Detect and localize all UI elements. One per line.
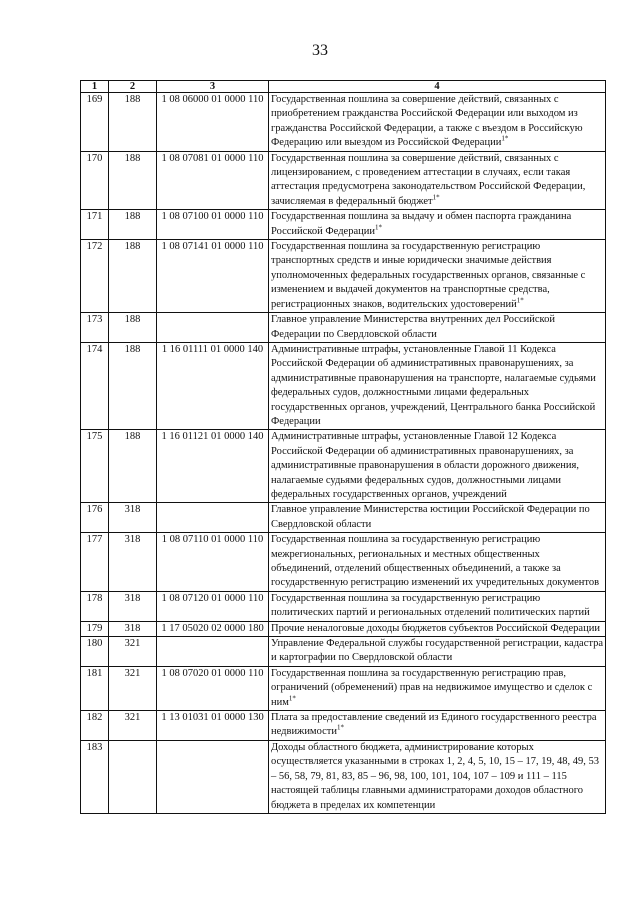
revenue-name-cell — [269, 666, 606, 710]
admin-code-cell-text: 318 — [124, 504, 141, 516]
table-row — [81, 430, 606, 503]
revenue-code-cell-text: 1 16 01121 01 0000 140 — [161, 431, 264, 443]
revenue-name-cell-text: Государственная пошлина за совершение действий, связанных с приобретением гражданства Российской Федерации или выходом из гражданства Российской Федерации, а также с въездом в Российскую Федерацию или выездом из Российской Федерации — [271, 94, 583, 149]
revenue-code-cell-text: 1 13 01031 01 0000 130 — [161, 712, 264, 724]
row-number-cell-text: 170 — [86, 152, 103, 164]
revenue-name-cell — [269, 637, 606, 667]
revenue-name-cell — [269, 503, 606, 533]
revenue-code-cell-text: 1 08 06000 01 0000 110 — [161, 94, 264, 105]
footnote-marker: 1* — [374, 223, 382, 232]
row-number-cell-text: 172 — [86, 241, 103, 253]
row-number-cell — [81, 637, 109, 667]
footnote-marker: 1* — [432, 193, 440, 202]
row-number-cell-text: 179 — [86, 622, 103, 634]
table-row — [81, 666, 606, 710]
revenue-name-cell — [269, 313, 606, 343]
revenue-name-cell-text: Управление Федеральной службы государственной регистрации, кадастра и картографии по Свердловской области — [271, 638, 603, 664]
col-header-1: 1 — [81, 81, 109, 93]
table-row — [81, 591, 606, 621]
revenue-code-cell — [157, 313, 269, 343]
revenue-name-cell-text: Административные штрафы, установленные Главой 11 Кодекса Российской Федерации об административных правонарушениях, за административные правонарушения на транспорте, налагаемые судьями федеральных судов, должностными лицами федеральных государственных органов, учреждений, Центрального банка Российской Федерации — [271, 343, 596, 427]
revenue-code-cell — [157, 621, 269, 636]
col-header-3: 3 — [157, 81, 269, 93]
admin-code-cell — [109, 210, 157, 240]
revenue-code-cell — [157, 342, 269, 429]
revenue-code-cell-text: 1 08 07081 01 0000 110 — [161, 152, 264, 164]
revenue-name-cell-text: Административные штрафы, установленные Главой 12 Кодекса Российской Федерации об административных правонарушениях, за административные правонарушения в области дорожного движения, налагаемые судьями федеральных судов, должностными лицами федеральных государственных органов, учреждений — [271, 431, 579, 500]
row-number-cell-text: 177 — [86, 534, 103, 546]
revenue-name-cell-text: Главное управление Министерства юстиции Российской Федерации по Свердловской области — [271, 504, 590, 530]
table-row — [81, 210, 606, 240]
admin-code-cell — [109, 151, 157, 210]
row-number-cell-text: 171 — [86, 211, 103, 223]
row-number-cell — [81, 93, 109, 152]
revenue-code-cell — [157, 240, 269, 313]
revenue-name-cell-text: Государственная пошлина за совершение действий, связанных с лицензированием, с проведением аттестации в случаях, если такая аттестация предусмотрена законодательством Российской Федерации, зачисляемая в федеральный бюджет — [271, 152, 586, 207]
revenue-name-cell — [269, 591, 606, 621]
admin-code-cell-text: 321 — [124, 638, 141, 650]
table-row — [81, 151, 606, 210]
admin-code-cell — [109, 430, 157, 503]
row-number-cell — [81, 666, 109, 710]
row-number-cell — [81, 430, 109, 503]
row-number-cell — [81, 240, 109, 313]
admin-code-cell-text: 318 — [124, 534, 141, 546]
row-number-cell-text: 182 — [86, 712, 103, 724]
row-number-cell-text: 178 — [86, 592, 103, 604]
footnote-marker: 1* — [516, 296, 524, 305]
revenue-code-cell — [157, 533, 269, 592]
revenue-name-cell — [269, 210, 606, 240]
footnote-marker: 1* — [336, 723, 344, 732]
revenue-name-cell — [269, 342, 606, 429]
row-number-cell — [81, 591, 109, 621]
admin-code-cell-text: 321 — [124, 712, 141, 724]
revenue-name-cell — [269, 240, 606, 313]
row-number-cell — [81, 210, 109, 240]
revenue-name-cell — [269, 711, 606, 741]
admin-code-cell-text: 321 — [124, 667, 141, 679]
revenue-code-cell-text: 1 08 07141 01 0000 110 — [161, 241, 264, 253]
revenue-name-cell-text: Государственная пошлина за выдачу и обмен паспорта гражданина Российской Федерации — [271, 211, 572, 237]
admin-code-cell — [109, 621, 157, 636]
table-row — [81, 342, 606, 429]
revenue-name-cell-text: Государственная пошлина за государственную регистрацию межрегиональных, региональных и местных общественных объединений, отделений общественных объединений, а также за государственную регистрацию изменений их учредительных документов — [271, 534, 600, 589]
revenue-code-cell-text: 1 08 07110 01 0000 110 — [161, 534, 264, 546]
col-header-4: 4 — [269, 81, 606, 93]
admin-code-cell-text: 318 — [124, 622, 141, 634]
revenue-name-cell — [269, 430, 606, 503]
row-number-cell-text: 183 — [86, 741, 103, 753]
table-row — [81, 240, 606, 313]
admin-code-cell — [109, 591, 157, 621]
revenue-code-cell — [157, 151, 269, 210]
admin-code-cell-text: 318 — [124, 592, 141, 604]
table-body — [81, 93, 606, 814]
revenue-code-cell-text: 1 08 07020 01 0000 110 — [161, 667, 264, 679]
footnote-marker: 1* — [288, 694, 296, 703]
admin-code-cell — [109, 240, 157, 313]
revenue-code-cell — [157, 740, 269, 813]
table-row — [81, 93, 606, 152]
row-number-cell-text: 176 — [86, 504, 103, 516]
table-row — [81, 313, 606, 343]
row-number-cell — [81, 621, 109, 636]
admin-code-cell-text: 188 — [124, 211, 141, 223]
admin-code-cell — [109, 740, 157, 813]
admin-code-cell — [109, 711, 157, 741]
revenue-name-cell — [269, 621, 606, 636]
revenue-code-cell-text: 1 16 01111 01 0000 140 — [161, 343, 264, 355]
row-number-cell-text: 175 — [86, 431, 103, 443]
footnote-marker: 1* — [501, 134, 509, 143]
row-number-cell-text: 180 — [86, 638, 103, 650]
revenue-name-cell-text: Главное управление Министерства внутренних дел Российской Федерации по Свердловской области — [271, 314, 555, 340]
table-row — [81, 637, 606, 667]
table-row — [81, 621, 606, 636]
col-header-2: 2 — [109, 81, 157, 93]
row-number-cell-text: 181 — [86, 667, 103, 679]
revenue-administrators-table — [80, 80, 606, 814]
admin-code-cell-text: 188 — [124, 241, 141, 253]
table-header-row — [81, 81, 606, 93]
admin-code-cell-text: 188 — [124, 343, 141, 355]
revenue-code-cell-text: 1 17 05020 02 0000 180 — [161, 622, 264, 634]
table-row — [81, 711, 606, 741]
revenue-code-cell — [157, 210, 269, 240]
admin-code-cell — [109, 342, 157, 429]
admin-code-cell-text: 188 — [124, 431, 141, 443]
row-number-cell — [81, 740, 109, 813]
revenue-code-cell — [157, 711, 269, 741]
admin-code-cell — [109, 666, 157, 710]
revenue-name-cell-text: Доходы областного бюджета, администрирование которых осуществляется указанными в строках 1, 2, 4, 5, 10, 15 – 17, 19, 48, 49, 53 – 56, 58, 79, 81, 83, 85 – 96, 98, 100, 101, 104, 107 – 109 и 111 – 115 настоящей таблицы главными администраторами доходов областного бюджета в пределах их компетенции — [271, 741, 599, 811]
row-number-cell — [81, 313, 109, 343]
revenue-name-cell-text: Государственная пошлина за государственную регистрацию политических партий и региональных отделений политических партий — [271, 592, 590, 619]
admin-code-cell-text: 188 — [124, 314, 141, 326]
row-number-cell-text: 169 — [86, 94, 103, 105]
table-row — [81, 533, 606, 592]
admin-code-cell — [109, 93, 157, 152]
admin-code-cell-text: 188 — [124, 94, 141, 105]
admin-code-cell-text: 188 — [124, 152, 141, 164]
revenue-name-cell — [269, 151, 606, 210]
revenue-code-cell — [157, 666, 269, 710]
revenue-name-cell-text: Государственная пошлина за государственную регистрацию транспортных средств и иные юридически значимые действия уполномоченных федеральных государственных органов, связанные с изменением и выдачей документов на транспортные средства, регистрационных знаков, водительских удостоверений — [271, 241, 586, 310]
page-number: 33 — [312, 42, 328, 59]
revenue-name-cell — [269, 533, 606, 592]
admin-code-cell — [109, 533, 157, 592]
revenue-code-cell — [157, 637, 269, 667]
revenue-code-cell — [157, 591, 269, 621]
admin-code-cell — [109, 313, 157, 343]
revenue-name-cell-text: Государственная пошлина за государственную регистрацию прав, ограничений (обременений) прав на недвижимое имущество и сделок с ним — [271, 667, 593, 708]
row-number-cell-text: 174 — [86, 343, 103, 355]
revenue-code-cell — [157, 430, 269, 503]
row-number-cell-text: 173 — [86, 314, 103, 326]
admin-code-cell — [109, 637, 157, 667]
table-row — [81, 503, 606, 533]
revenue-name-cell — [269, 740, 606, 813]
revenue-name-cell-text: Прочие неналоговые доходы бюджетов субъектов Российской Федерации — [271, 622, 600, 634]
revenue-code-cell — [157, 93, 269, 152]
row-number-cell — [81, 533, 109, 592]
revenue-code-cell-text: 1 08 07100 01 0000 110 — [161, 211, 264, 223]
row-number-cell — [81, 711, 109, 741]
row-number-cell — [81, 151, 109, 210]
table-row — [81, 740, 606, 813]
revenue-code-cell-text: 1 08 07120 01 0000 110 — [161, 592, 264, 604]
revenue-name-cell-text: Плата за предоставление сведений из Единого государственного реестра недвижимости — [271, 712, 597, 738]
revenue-name-cell — [269, 93, 606, 152]
row-number-cell — [81, 503, 109, 533]
row-number-cell — [81, 342, 109, 429]
revenue-code-cell — [157, 503, 269, 533]
admin-code-cell — [109, 503, 157, 533]
